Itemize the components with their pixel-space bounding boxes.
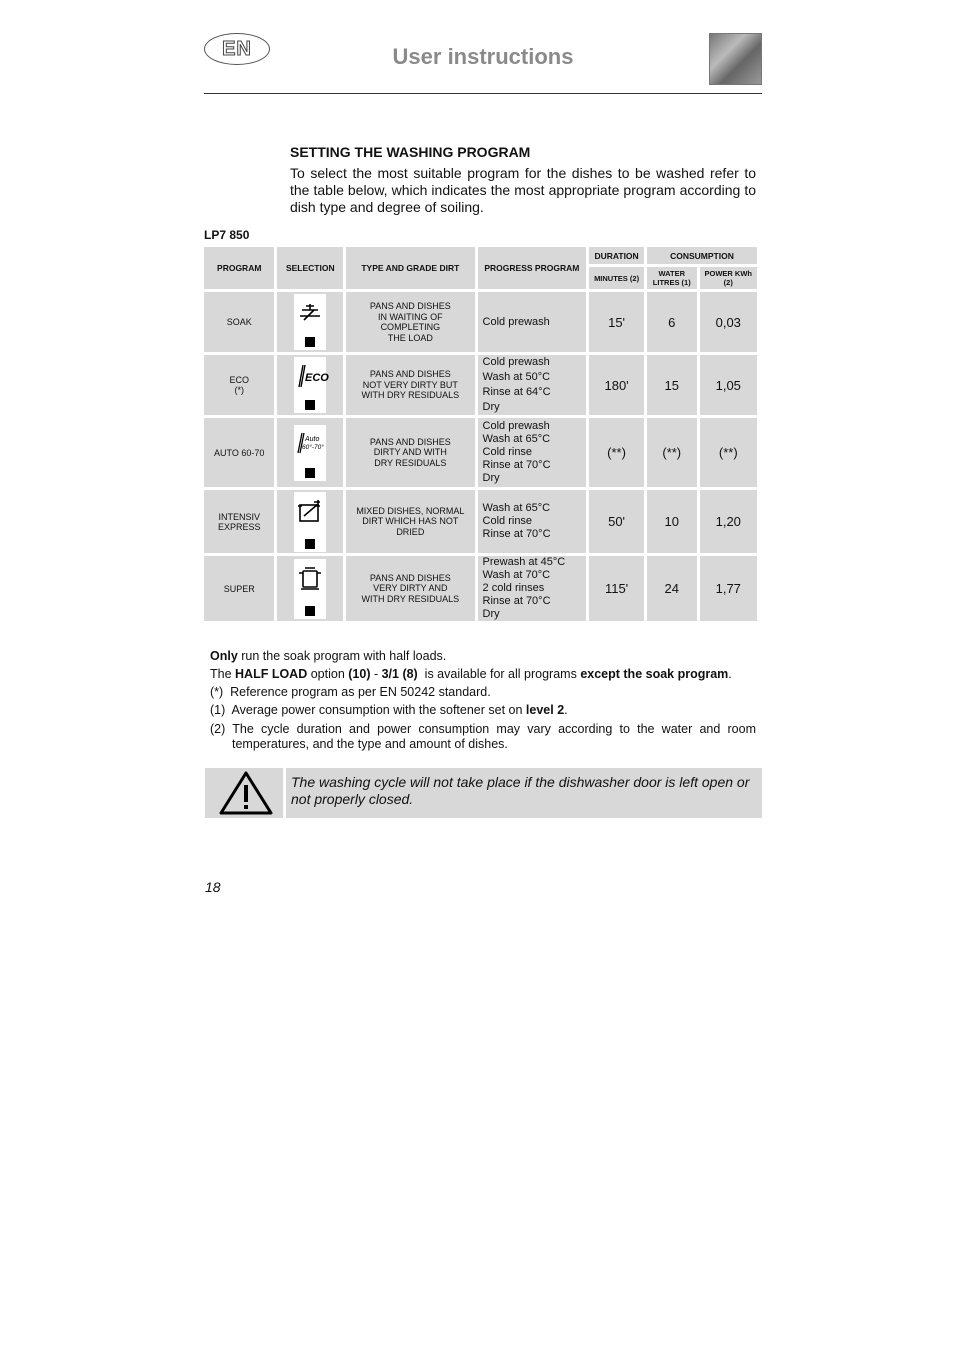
warning-icon-box bbox=[205, 768, 283, 818]
selection-key bbox=[305, 337, 315, 347]
selection-key bbox=[305, 539, 315, 549]
program-name: AUTO 60-70 bbox=[204, 418, 274, 487]
dirt-description: PANS AND DISHES VERY DIRTY AND WITH DRY RESIDUALS bbox=[346, 556, 474, 621]
progress-steps: Cold prewash Wash at 50°C Rinse at 64°C Dry bbox=[478, 355, 587, 415]
warning-triangle-icon bbox=[205, 768, 283, 818]
program-table bbox=[201, 244, 760, 624]
program-name: INTENSIV EXPRESS bbox=[204, 490, 274, 553]
table-row bbox=[204, 418, 757, 487]
eco-icon-text: ECO bbox=[305, 372, 330, 384]
dirt-description: PANS AND DISHES DIRTY AND WITH DRY RESIDUALS bbox=[346, 418, 474, 487]
header-program: PROGRAM bbox=[204, 247, 274, 289]
header-minutes: MINUTES (2) bbox=[589, 267, 644, 289]
table-row bbox=[204, 292, 757, 352]
selection-key bbox=[305, 606, 315, 616]
note-power-a: (1) Average power consumption with the softener set on bbox=[210, 703, 526, 717]
header-duration: DURATION bbox=[589, 247, 644, 264]
auto-icon-text-2: 60°-70° bbox=[302, 443, 325, 451]
note-power bbox=[210, 701, 756, 719]
note-power-c: . bbox=[564, 703, 568, 717]
eco-icon bbox=[294, 357, 330, 413]
header-divider bbox=[204, 93, 762, 94]
progress-steps: Wash at 65°C Cold rinse Rinse at 70°C bbox=[478, 490, 587, 553]
selection-key bbox=[305, 468, 315, 478]
dirt-description: PANS AND DISHES NOT VERY DIRTY BUT WITH DRY RESIDUALS bbox=[346, 355, 474, 415]
dirt-description: PANS AND DISHES IN WAITING OF COMPLETING THE LOAD bbox=[346, 292, 474, 352]
note-cycle-duration: (2) The cycle duration and power consumption may vary according to the water and room temperatures, and the type and amount of dishes. bbox=[210, 722, 756, 751]
note-hl-d: (10) bbox=[348, 667, 371, 681]
warning-text: The washing cycle will not take place if the dishwasher door is left open or not properly closed. bbox=[286, 768, 762, 818]
water-value: (**) bbox=[647, 418, 697, 487]
note-half-load bbox=[210, 665, 756, 683]
intensiv-express-icon bbox=[294, 492, 326, 552]
note-reference: (*) Reference program as per EN 50242 standard. bbox=[210, 685, 491, 699]
water-value: 10 bbox=[647, 490, 697, 553]
intro-paragraph: To select the most suitable program for the dishes to be washed refer to the table below, which indicates the most appropriate program according to dish type and degree of soiling. bbox=[290, 165, 756, 215]
note-power-b: level 2 bbox=[525, 703, 565, 717]
minutes-value: 180' bbox=[589, 355, 644, 415]
minutes-value: 50' bbox=[589, 490, 644, 553]
note-hl-g: is available for all programs bbox=[417, 667, 581, 681]
auto-icon bbox=[294, 425, 326, 481]
header-selection: SELECTION bbox=[277, 247, 343, 289]
soak-icon bbox=[294, 294, 326, 350]
note-hl-c: option bbox=[307, 667, 349, 681]
power-value: 1,05 bbox=[700, 355, 757, 415]
power-value: (**) bbox=[700, 418, 757, 487]
progress-steps: Cold prewash bbox=[478, 292, 587, 352]
note-hl-e: - bbox=[370, 667, 382, 681]
header-consumption: CONSUMPTION bbox=[647, 247, 757, 264]
model-label: LP7 850 bbox=[204, 228, 250, 242]
notes-block bbox=[210, 647, 756, 752]
progress-steps: Cold prewash Wash at 65°C Cold rinse Rinse at 70°C Dry bbox=[478, 418, 587, 487]
program-name: SUPER bbox=[204, 556, 274, 621]
page-number: 18 bbox=[205, 879, 221, 895]
water-value: 6 bbox=[647, 292, 697, 352]
page-header-title: User instructions bbox=[392, 44, 574, 69]
table-row bbox=[204, 490, 757, 553]
table-row bbox=[204, 556, 757, 621]
program-name: SOAK bbox=[204, 292, 274, 352]
super-pot-icon bbox=[294, 559, 326, 619]
dishwasher-photo-icon bbox=[709, 33, 762, 85]
note-soak-bold: Only bbox=[210, 649, 238, 663]
note-soak bbox=[210, 647, 756, 665]
minutes-value: 115' bbox=[589, 556, 644, 621]
header-power: POWER KWh (2) bbox=[700, 267, 757, 289]
auto-icon-text-1: Auto bbox=[305, 435, 320, 443]
note-hl-i: . bbox=[728, 667, 732, 681]
note-hl-a: The bbox=[210, 667, 236, 681]
header-progress: PROGRESS PROGRAM bbox=[478, 247, 587, 289]
header-water: WATER LITRES (1) bbox=[647, 267, 697, 289]
power-value: 1,20 bbox=[700, 490, 757, 553]
dirt-description: MIXED DISHES, NORMAL DIRT WHICH HAS NOT DRIED bbox=[346, 490, 474, 553]
water-value: 15 bbox=[647, 355, 697, 415]
note-hl-b: HALF LOAD bbox=[235, 667, 308, 681]
section-title: SETTING THE WASHING PROGRAM bbox=[290, 144, 531, 160]
note-hl-h: except the soak program bbox=[580, 667, 729, 681]
selection-key bbox=[305, 400, 315, 410]
table-row bbox=[204, 355, 757, 415]
power-value: 0,03 bbox=[700, 292, 757, 352]
program-name: ECO (*) bbox=[204, 355, 274, 415]
water-value: 24 bbox=[647, 556, 697, 621]
language-badge: EN bbox=[204, 33, 270, 65]
note-soak-text: run the soak program with half loads. bbox=[237, 649, 447, 663]
power-value: 1,77 bbox=[700, 556, 757, 621]
header-dirt: TYPE AND GRADE DIRT bbox=[346, 247, 474, 289]
minutes-value: (**) bbox=[589, 418, 644, 487]
note-hl-f: 3/1 (8) bbox=[381, 667, 418, 681]
minutes-value: 15' bbox=[589, 292, 644, 352]
progress-steps: Prewash at 45°C Wash at 70°C 2 cold rinses Rinse at 70°C Dry bbox=[478, 556, 587, 621]
